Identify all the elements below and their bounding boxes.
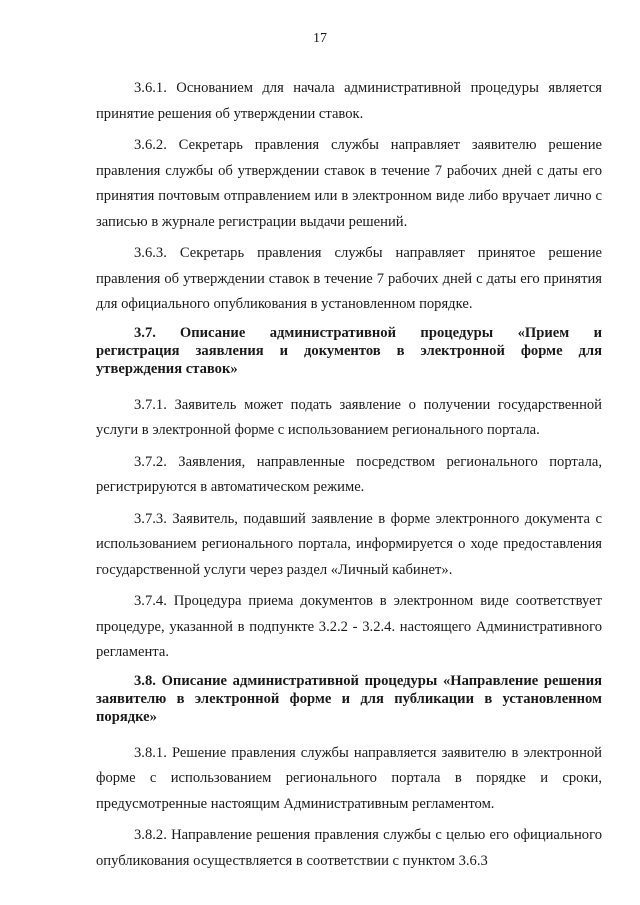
paragraph-3-8-1: 3.8.1. Решение правления службы направляется заявителю в электронной форме с использованием регионального портала в порядке и сроки, предусмотренные настоящим Административным регламентом. <box>96 744 602 812</box>
paragraph-3-7-2: 3.7.2. Заявления, направленные посредством регионального портала, регистрируются в автоматическом режиме. <box>96 453 602 495</box>
document-body <box>96 76 602 880</box>
section-heading-3-8: 3.8. Описание административной процедуры «Направление решения заявителю в электронной форме и для публикации в установленном порядке» <box>96 672 602 725</box>
section-title-3-7: Описание административной процедуры «Прием и регистрация заявления и документов в электронной форме для утверждения ставок» <box>96 324 602 377</box>
section-number-3-7: 3.7. <box>134 324 156 341</box>
paragraph-3-6-2: 3.6.2. Секретарь правления службы направляет заявителю решение правления службы об утверждении ставок в течение 7 рабочих дней с даты его принятия почтовым отправлением или в электронном виде либо вручает лично с записью в журнале регистрации выдачи решений. <box>96 137 602 230</box>
paragraph-3-6-1: 3.6.1. Основанием для начала административной процедуры является принятие решения об утверждении ставок. <box>96 80 602 122</box>
paragraph-3-7-4: 3.7.4. Процедура приема документов в электронном виде соответствует процедуре, указанной в подпункте 3.2.2 - 3.2.4. настоящего Административного регламента. <box>96 593 602 660</box>
paragraph-3-6-3: 3.6.3. Секретарь правления службы направляет принятое решение правления об утверждении ставок в течение 7 рабочих дней с даты его принятия для официального опубликования в установленном порядке. <box>96 245 602 312</box>
paragraph-3-7-3: 3.7.3. Заявитель, подавший заявление в форме электронного документа с использованием регионального портала, информируется о ходе предоставления государственной услуги через раздел «Личный кабинет». <box>96 510 602 578</box>
page-number: 17 <box>313 31 327 46</box>
section-heading-3-7 <box>96 324 602 378</box>
paragraph-3-8-2: 3.8.2. Направление решения правления службы с целью его официального опубликования осуществляется в соответствии с пунктом 3.6.3 <box>96 827 602 869</box>
paragraph-3-7-1: 3.7.1. Заявитель может подать заявление о получении государственной услуги в электронной форме с использованием регионального портала. <box>96 396 602 438</box>
